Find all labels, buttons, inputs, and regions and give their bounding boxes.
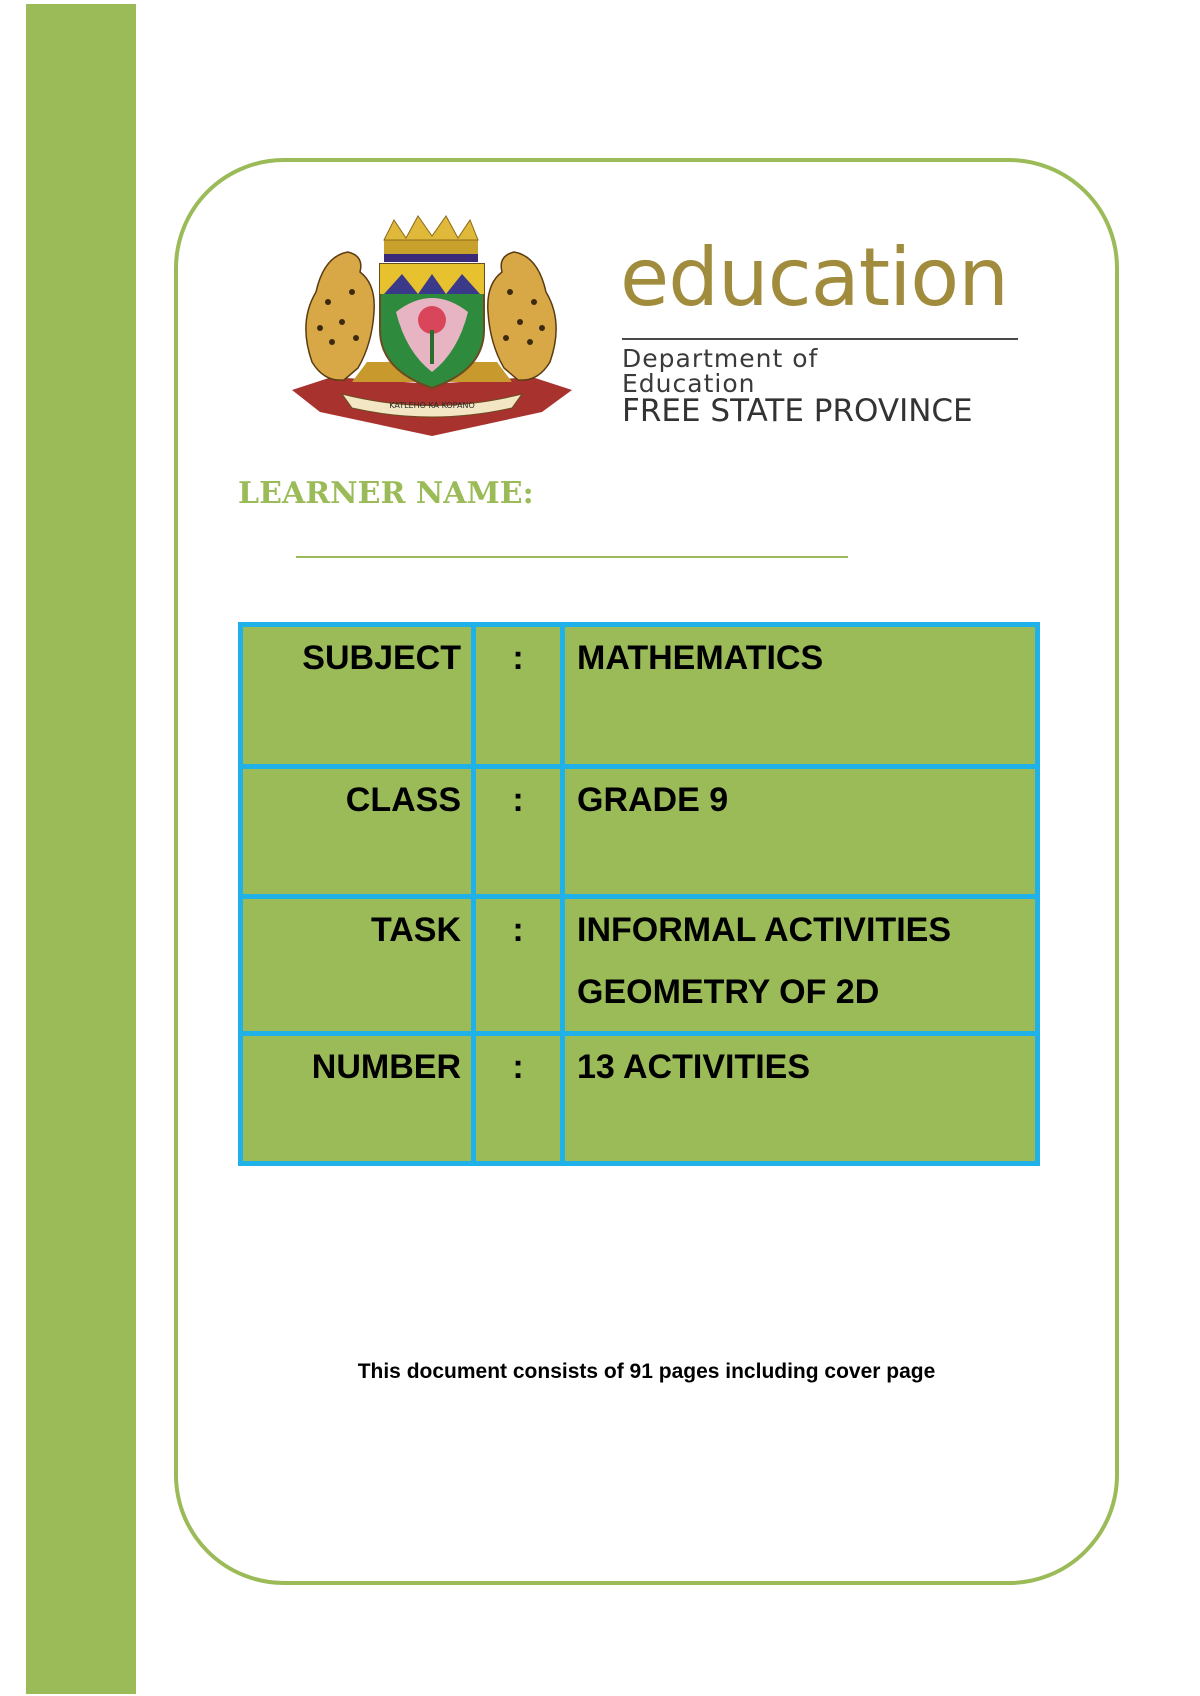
- value-line: GRADE 9: [577, 781, 729, 819]
- province-name: FREE STATE PROVINCE: [622, 393, 973, 429]
- learner-name-label: LEARNER NAME:: [238, 476, 534, 511]
- value-line: GEOMETRY OF 2D: [577, 973, 880, 1011]
- row-label: SUBJECT: [241, 625, 474, 767]
- value-line: MATHEMATICS: [577, 639, 824, 677]
- value-line: 13 ACTIVITIES: [577, 1048, 811, 1086]
- row-colon: :: [474, 625, 563, 767]
- page-count-note: This document consists of 91 pages including cover page: [357, 1360, 936, 1383]
- department-line-1: Department of: [622, 344, 819, 373]
- row-value: [563, 1034, 1038, 1164]
- coat-of-arms-logo: [272, 212, 590, 448]
- row-value: [563, 625, 1038, 767]
- table-row-class: [241, 767, 1038, 897]
- row-colon: :: [474, 1034, 563, 1164]
- info-table: [238, 622, 1040, 1166]
- row-colon: :: [474, 767, 563, 897]
- department-name: [622, 346, 818, 396]
- row-colon: :: [474, 897, 563, 1034]
- table-row-number: [241, 1034, 1038, 1164]
- table-row-subject: [241, 625, 1038, 767]
- learner-name-line[interactable]: [296, 556, 848, 558]
- department-line-2: Education: [622, 369, 756, 398]
- svg-text:KATLEHO KA KOPANO: KATLEHO KA KOPANO: [389, 401, 475, 410]
- row-value: [563, 897, 1038, 1034]
- side-bar: [26, 4, 136, 1694]
- value-line: INFORMAL ACTIVITIES: [577, 911, 951, 949]
- row-label: NUMBER: [241, 1034, 474, 1164]
- logo-divider: [622, 338, 1018, 340]
- row-label: TASK: [241, 897, 474, 1034]
- row-label: CLASS: [241, 767, 474, 897]
- table-row-task: [241, 897, 1038, 1034]
- row-value: [563, 767, 1038, 897]
- education-wordmark: education: [620, 231, 1008, 324]
